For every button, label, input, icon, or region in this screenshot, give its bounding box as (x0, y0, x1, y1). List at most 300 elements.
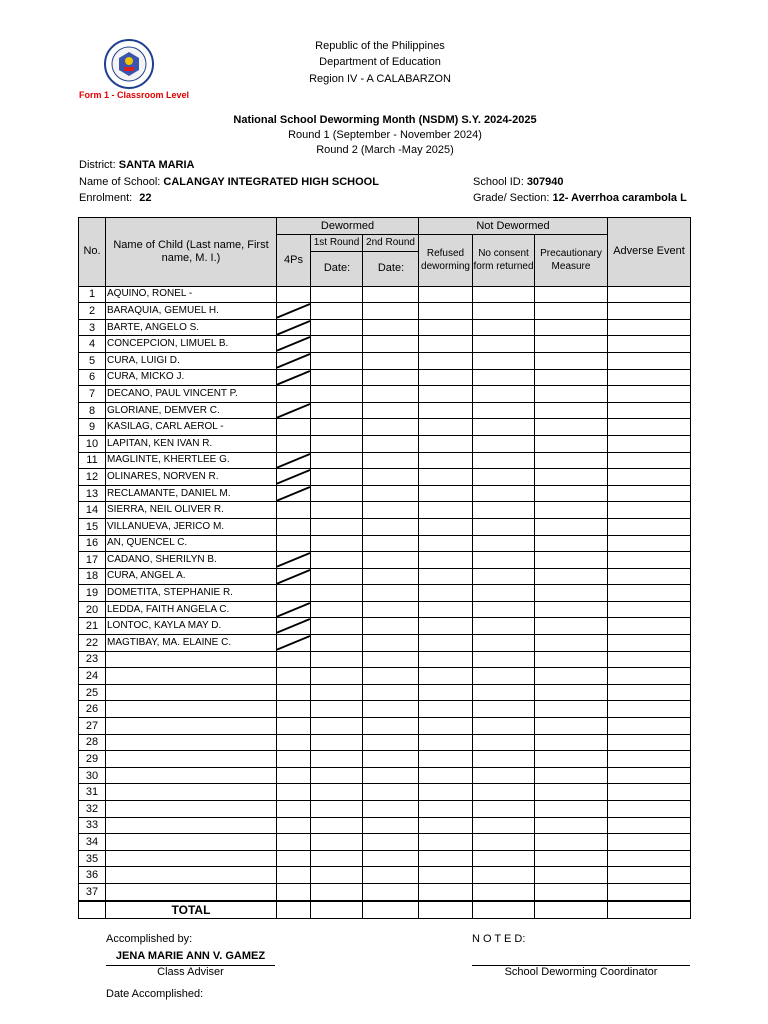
round2-cell (363, 352, 419, 369)
fourps-cell (277, 601, 311, 618)
fourps-slash-mark (277, 602, 310, 618)
child-name: DOMETITA, STEPHANIE R. (106, 585, 277, 602)
fourps-cell (277, 485, 311, 502)
refused-cell (419, 817, 473, 834)
slash-line (277, 321, 310, 335)
adverse-cell (608, 834, 691, 851)
child-name: VILLANUEVA, JERICO M. (106, 518, 277, 535)
round2-cell (363, 718, 419, 735)
precautionary-cell (535, 767, 608, 784)
row-number: 28 (79, 734, 106, 751)
round2-cell (363, 303, 419, 320)
adverse-cell (608, 767, 691, 784)
fourps-cell (277, 469, 311, 486)
table-row (79, 336, 691, 353)
row-number: 33 (79, 817, 106, 834)
round1-cell (311, 485, 363, 502)
no-consent-cell (473, 585, 535, 602)
adverse-cell (608, 452, 691, 469)
group-not-dewormed-header: Not Dewormed (419, 218, 608, 235)
slash-line (277, 454, 310, 468)
row-number: 29 (79, 751, 106, 768)
adviser-name: JENA MARIE ANN V. GAMEZ (115, 950, 266, 962)
fourps-cell (277, 701, 311, 718)
child-name: AN, QUENCEL C. (106, 535, 277, 552)
refused-cell (419, 635, 473, 652)
no-consent-cell (473, 635, 535, 652)
total-cell (363, 901, 419, 919)
precautionary-cell (535, 469, 608, 486)
round1-cell (311, 668, 363, 685)
refused-cell (419, 585, 473, 602)
fourps-cell (277, 834, 311, 851)
fourps-cell (277, 751, 311, 768)
child-name: OLINARES, NORVEN R. (106, 469, 277, 486)
fourps-cell (277, 402, 311, 419)
table-row (79, 701, 691, 718)
fourps-cell (277, 734, 311, 751)
precautionary-cell (535, 784, 608, 801)
row-number: 16 (79, 535, 106, 552)
adverse-cell (608, 635, 691, 652)
precautionary-cell (535, 601, 608, 618)
round2-cell (363, 535, 419, 552)
coordinator-title: School Deworming Coordinator (504, 966, 658, 978)
date-accomplished-label: Date Accomplished: (106, 988, 204, 1000)
fourps-cell (277, 668, 311, 685)
table-row (79, 601, 691, 618)
child-name (106, 684, 277, 701)
refused-cell (419, 651, 473, 668)
row-number: 37 (79, 883, 106, 900)
round1-cell (311, 319, 363, 336)
row-number: 25 (79, 684, 106, 701)
grade-label: Grade/ Section: (473, 192, 550, 204)
col-no-consent-header: No consent form returned (473, 235, 535, 287)
slash-line (277, 570, 310, 584)
slash-line (277, 304, 310, 318)
child-name: CURA, LUIGI D. (106, 352, 277, 369)
round2-cell (363, 585, 419, 602)
refused-cell (419, 784, 473, 801)
round1-cell (311, 585, 363, 602)
fourps-slash-mark (277, 353, 310, 369)
no-consent-cell (473, 386, 535, 403)
row-number: 19 (79, 585, 106, 602)
row-number: 21 (79, 618, 106, 635)
school-id-line (473, 176, 564, 188)
table-row (79, 585, 691, 602)
row-number: 15 (79, 518, 106, 535)
table-row (79, 319, 691, 336)
round2-cell (363, 834, 419, 851)
noted-label: N O T E D: (472, 933, 526, 945)
col-precautionary-header: Precautionary Measure (535, 235, 608, 287)
no-consent-cell (473, 518, 535, 535)
round1-cell (311, 552, 363, 569)
precautionary-cell (535, 618, 608, 635)
precautionary-cell (535, 303, 608, 320)
child-name (106, 817, 277, 834)
deped-seal-logo (100, 38, 158, 90)
precautionary-cell (535, 369, 608, 386)
child-name: RECLAMANTE, DANIEL M. (106, 485, 277, 502)
precautionary-cell (535, 435, 608, 452)
precautionary-cell (535, 319, 608, 336)
row-number: 12 (79, 469, 106, 486)
round1-cell (311, 502, 363, 519)
refused-cell (419, 452, 473, 469)
row-number: 24 (79, 668, 106, 685)
round2-cell (363, 701, 419, 718)
refused-cell (419, 834, 473, 851)
no-consent-cell (473, 452, 535, 469)
no-consent-cell (473, 801, 535, 818)
round1-cell (311, 402, 363, 419)
refused-cell (419, 718, 473, 735)
table-row (79, 469, 691, 486)
table-row (79, 801, 691, 818)
refused-cell (419, 319, 473, 336)
round1-cell (311, 751, 363, 768)
row-number: 27 (79, 718, 106, 735)
refused-cell (419, 684, 473, 701)
total-no-cell (79, 901, 106, 919)
round2-cell (363, 369, 419, 386)
adverse-cell (608, 585, 691, 602)
round2-cell (363, 601, 419, 618)
precautionary-cell (535, 635, 608, 652)
child-name (106, 651, 277, 668)
school-line (79, 176, 379, 188)
child-name (106, 734, 277, 751)
round2-cell (363, 469, 419, 486)
no-consent-cell (473, 668, 535, 685)
child-name (106, 883, 277, 900)
round2-cell (363, 286, 419, 303)
fourps-slash-mark (277, 469, 310, 485)
round1-cell (311, 784, 363, 801)
refused-cell (419, 303, 473, 320)
fourps-cell (277, 336, 311, 353)
fourps-slash-mark (277, 552, 310, 568)
no-consent-cell (473, 651, 535, 668)
child-name: CONCEPCION, LIMUEL B. (106, 336, 277, 353)
table-row (79, 352, 691, 369)
precautionary-cell (535, 701, 608, 718)
no-consent-cell (473, 601, 535, 618)
total-label: TOTAL (106, 901, 277, 919)
no-consent-cell (473, 817, 535, 834)
row-number: 3 (79, 319, 106, 336)
child-name: AQUINO, RONEL - (106, 286, 277, 303)
refused-cell (419, 883, 473, 900)
adverse-cell (608, 850, 691, 867)
round2-cell (363, 568, 419, 585)
round1-cell (311, 701, 363, 718)
adverse-cell (608, 601, 691, 618)
round2-cell (363, 651, 419, 668)
precautionary-cell (535, 668, 608, 685)
refused-cell (419, 386, 473, 403)
child-name: LONTOC, KAYLA MAY D. (106, 618, 277, 635)
refused-cell (419, 419, 473, 436)
no-consent-cell (473, 684, 535, 701)
fourps-cell (277, 552, 311, 569)
precautionary-cell (535, 801, 608, 818)
no-consent-cell (473, 319, 535, 336)
row-number: 4 (79, 336, 106, 353)
row-number: 17 (79, 552, 106, 569)
header-republic: Republic of the Philippines (315, 40, 445, 52)
table-row (79, 635, 691, 652)
fourps-cell (277, 883, 311, 900)
table-row (79, 684, 691, 701)
precautionary-cell (535, 585, 608, 602)
fourps-cell (277, 518, 311, 535)
precautionary-cell (535, 817, 608, 834)
slash-line (277, 487, 310, 501)
row-number: 9 (79, 419, 106, 436)
precautionary-cell (535, 834, 608, 851)
refused-cell (419, 286, 473, 303)
table-row (79, 386, 691, 403)
round1-cell (311, 386, 363, 403)
child-name: BARAQUIA, GEMUEL H. (106, 303, 277, 320)
adverse-cell (608, 718, 691, 735)
adverse-cell (608, 286, 691, 303)
no-consent-cell (473, 734, 535, 751)
row-number: 8 (79, 402, 106, 419)
precautionary-cell (535, 352, 608, 369)
adverse-cell (608, 319, 691, 336)
slash-line (277, 603, 310, 617)
row-number: 11 (79, 452, 106, 469)
adverse-cell (608, 817, 691, 834)
round2-cell (363, 435, 419, 452)
refused-cell (419, 701, 473, 718)
row-number: 7 (79, 386, 106, 403)
round1-cell (311, 518, 363, 535)
refused-cell (419, 469, 473, 486)
fourps-slash-mark (277, 370, 310, 386)
round1-cell (311, 369, 363, 386)
round1-cell (311, 303, 363, 320)
refused-cell (419, 850, 473, 867)
round1-cell (311, 452, 363, 469)
adverse-cell (608, 336, 691, 353)
fourps-cell (277, 618, 311, 635)
fourps-cell (277, 452, 311, 469)
slash-line (277, 619, 310, 633)
no-consent-cell (473, 469, 535, 486)
row-number: 1 (79, 286, 106, 303)
row-number: 14 (79, 502, 106, 519)
precautionary-cell (535, 535, 608, 552)
precautionary-cell (535, 651, 608, 668)
fourps-slash-mark (277, 320, 310, 336)
fourps-cell (277, 386, 311, 403)
adverse-cell (608, 485, 691, 502)
adverse-cell (608, 352, 691, 369)
refused-cell (419, 601, 473, 618)
round2-cell (363, 801, 419, 818)
total-cell (311, 901, 363, 919)
fourps-cell (277, 850, 311, 867)
child-name (106, 767, 277, 784)
fourps-cell (277, 817, 311, 834)
refused-cell (419, 568, 473, 585)
no-consent-cell (473, 369, 535, 386)
total-cell (277, 901, 311, 919)
round2-cell (363, 850, 419, 867)
fourps-slash-mark (277, 336, 310, 352)
adverse-cell (608, 303, 691, 320)
total-cell (473, 901, 535, 919)
round1-cell (311, 618, 363, 635)
school-label: Name of School: (79, 176, 161, 188)
table-row (79, 767, 691, 784)
table-row (79, 419, 691, 436)
precautionary-cell (535, 402, 608, 419)
round2-cell (363, 402, 419, 419)
refused-cell (419, 485, 473, 502)
adverse-cell (608, 419, 691, 436)
child-name (106, 701, 277, 718)
round1-period: Round 1 (September - November 2024) (288, 129, 482, 141)
round1-header: 1st Round (311, 235, 363, 252)
fourps-cell (277, 867, 311, 884)
round2-cell (363, 734, 419, 751)
adverse-cell (608, 518, 691, 535)
enrolment-value: 22 (139, 192, 152, 204)
round1-cell (311, 535, 363, 552)
fourps-cell (277, 684, 311, 701)
adverse-cell (608, 668, 691, 685)
row-number: 6 (79, 369, 106, 386)
fourps-cell (277, 718, 311, 735)
enrolment-label: Enrolment: (79, 192, 133, 204)
child-name (106, 834, 277, 851)
adverse-cell (608, 502, 691, 519)
round2-cell (363, 751, 419, 768)
adverse-cell (608, 435, 691, 452)
refused-cell (419, 402, 473, 419)
refused-cell (419, 751, 473, 768)
adverse-cell (608, 751, 691, 768)
fourps-slash-mark (277, 569, 310, 585)
child-name: MAGTIBAY, MA. ELAINE C. (106, 635, 277, 652)
total-cell (419, 901, 473, 919)
no-consent-cell (473, 850, 535, 867)
adverse-cell (608, 552, 691, 569)
round1-date-header: Date: (311, 251, 363, 286)
table-row (79, 502, 691, 519)
precautionary-cell (535, 386, 608, 403)
round1-cell (311, 352, 363, 369)
col-adverse-header: Adverse Event (608, 218, 691, 287)
col-name-header: Name of Child (Last name, First name, M. I.) (106, 218, 277, 287)
col-no-header: No. (79, 218, 106, 287)
slash-line (277, 636, 310, 650)
no-consent-cell (473, 336, 535, 353)
fourps-cell (277, 784, 311, 801)
fourps-cell (277, 568, 311, 585)
child-name: GLORIANE, DEMVER C. (106, 402, 277, 419)
adverse-cell (608, 651, 691, 668)
adverse-cell (608, 469, 691, 486)
table-row (79, 850, 691, 867)
fourps-cell (277, 767, 311, 784)
adverse-cell (608, 369, 691, 386)
refused-cell (419, 734, 473, 751)
deworming-roster-table (78, 217, 691, 919)
no-consent-cell (473, 535, 535, 552)
row-number: 22 (79, 635, 106, 652)
child-name: BARTE, ANGELO S. (106, 319, 277, 336)
precautionary-cell (535, 518, 608, 535)
round2-cell (363, 552, 419, 569)
col-4ps-header: 4Ps (277, 235, 311, 287)
refused-cell (419, 435, 473, 452)
table-row (79, 668, 691, 685)
round2-period: Round 2 (March -May 2025) (316, 144, 454, 156)
row-number: 20 (79, 601, 106, 618)
round2-cell (363, 452, 419, 469)
adverse-cell (608, 402, 691, 419)
refused-cell (419, 535, 473, 552)
refused-cell (419, 668, 473, 685)
child-name (106, 751, 277, 768)
child-name: DECANO, PAUL VINCENT P. (106, 386, 277, 403)
fourps-slash-mark (277, 618, 310, 634)
grade-line (473, 192, 691, 204)
no-consent-cell (473, 435, 535, 452)
round1-cell (311, 286, 363, 303)
adverse-cell (608, 801, 691, 818)
header-department: Department of Education (319, 56, 441, 68)
no-consent-cell (473, 502, 535, 519)
row-number: 10 (79, 435, 106, 452)
fourps-cell (277, 419, 311, 436)
table-row (79, 867, 691, 884)
school-value: CALANGAY INTEGRATED HIGH SCHOOL (163, 176, 379, 188)
no-consent-cell (473, 834, 535, 851)
row-number: 30 (79, 767, 106, 784)
precautionary-cell (535, 718, 608, 735)
round2-cell (363, 419, 419, 436)
no-consent-cell (473, 718, 535, 735)
row-number: 18 (79, 568, 106, 585)
round1-cell (311, 635, 363, 652)
child-name: MAGLINTE, KHERTLEE G. (106, 452, 277, 469)
table-row (79, 817, 691, 834)
table-row (79, 734, 691, 751)
child-name (106, 784, 277, 801)
precautionary-cell (535, 867, 608, 884)
row-number: 34 (79, 834, 106, 851)
child-name (106, 850, 277, 867)
round1-cell (311, 801, 363, 818)
school-id-value: 307940 (526, 176, 564, 188)
refused-cell (419, 518, 473, 535)
fourps-cell (277, 369, 311, 386)
round1-cell (311, 568, 363, 585)
round1-cell (311, 883, 363, 900)
refused-cell (419, 502, 473, 519)
no-consent-cell (473, 701, 535, 718)
table-row (79, 568, 691, 585)
